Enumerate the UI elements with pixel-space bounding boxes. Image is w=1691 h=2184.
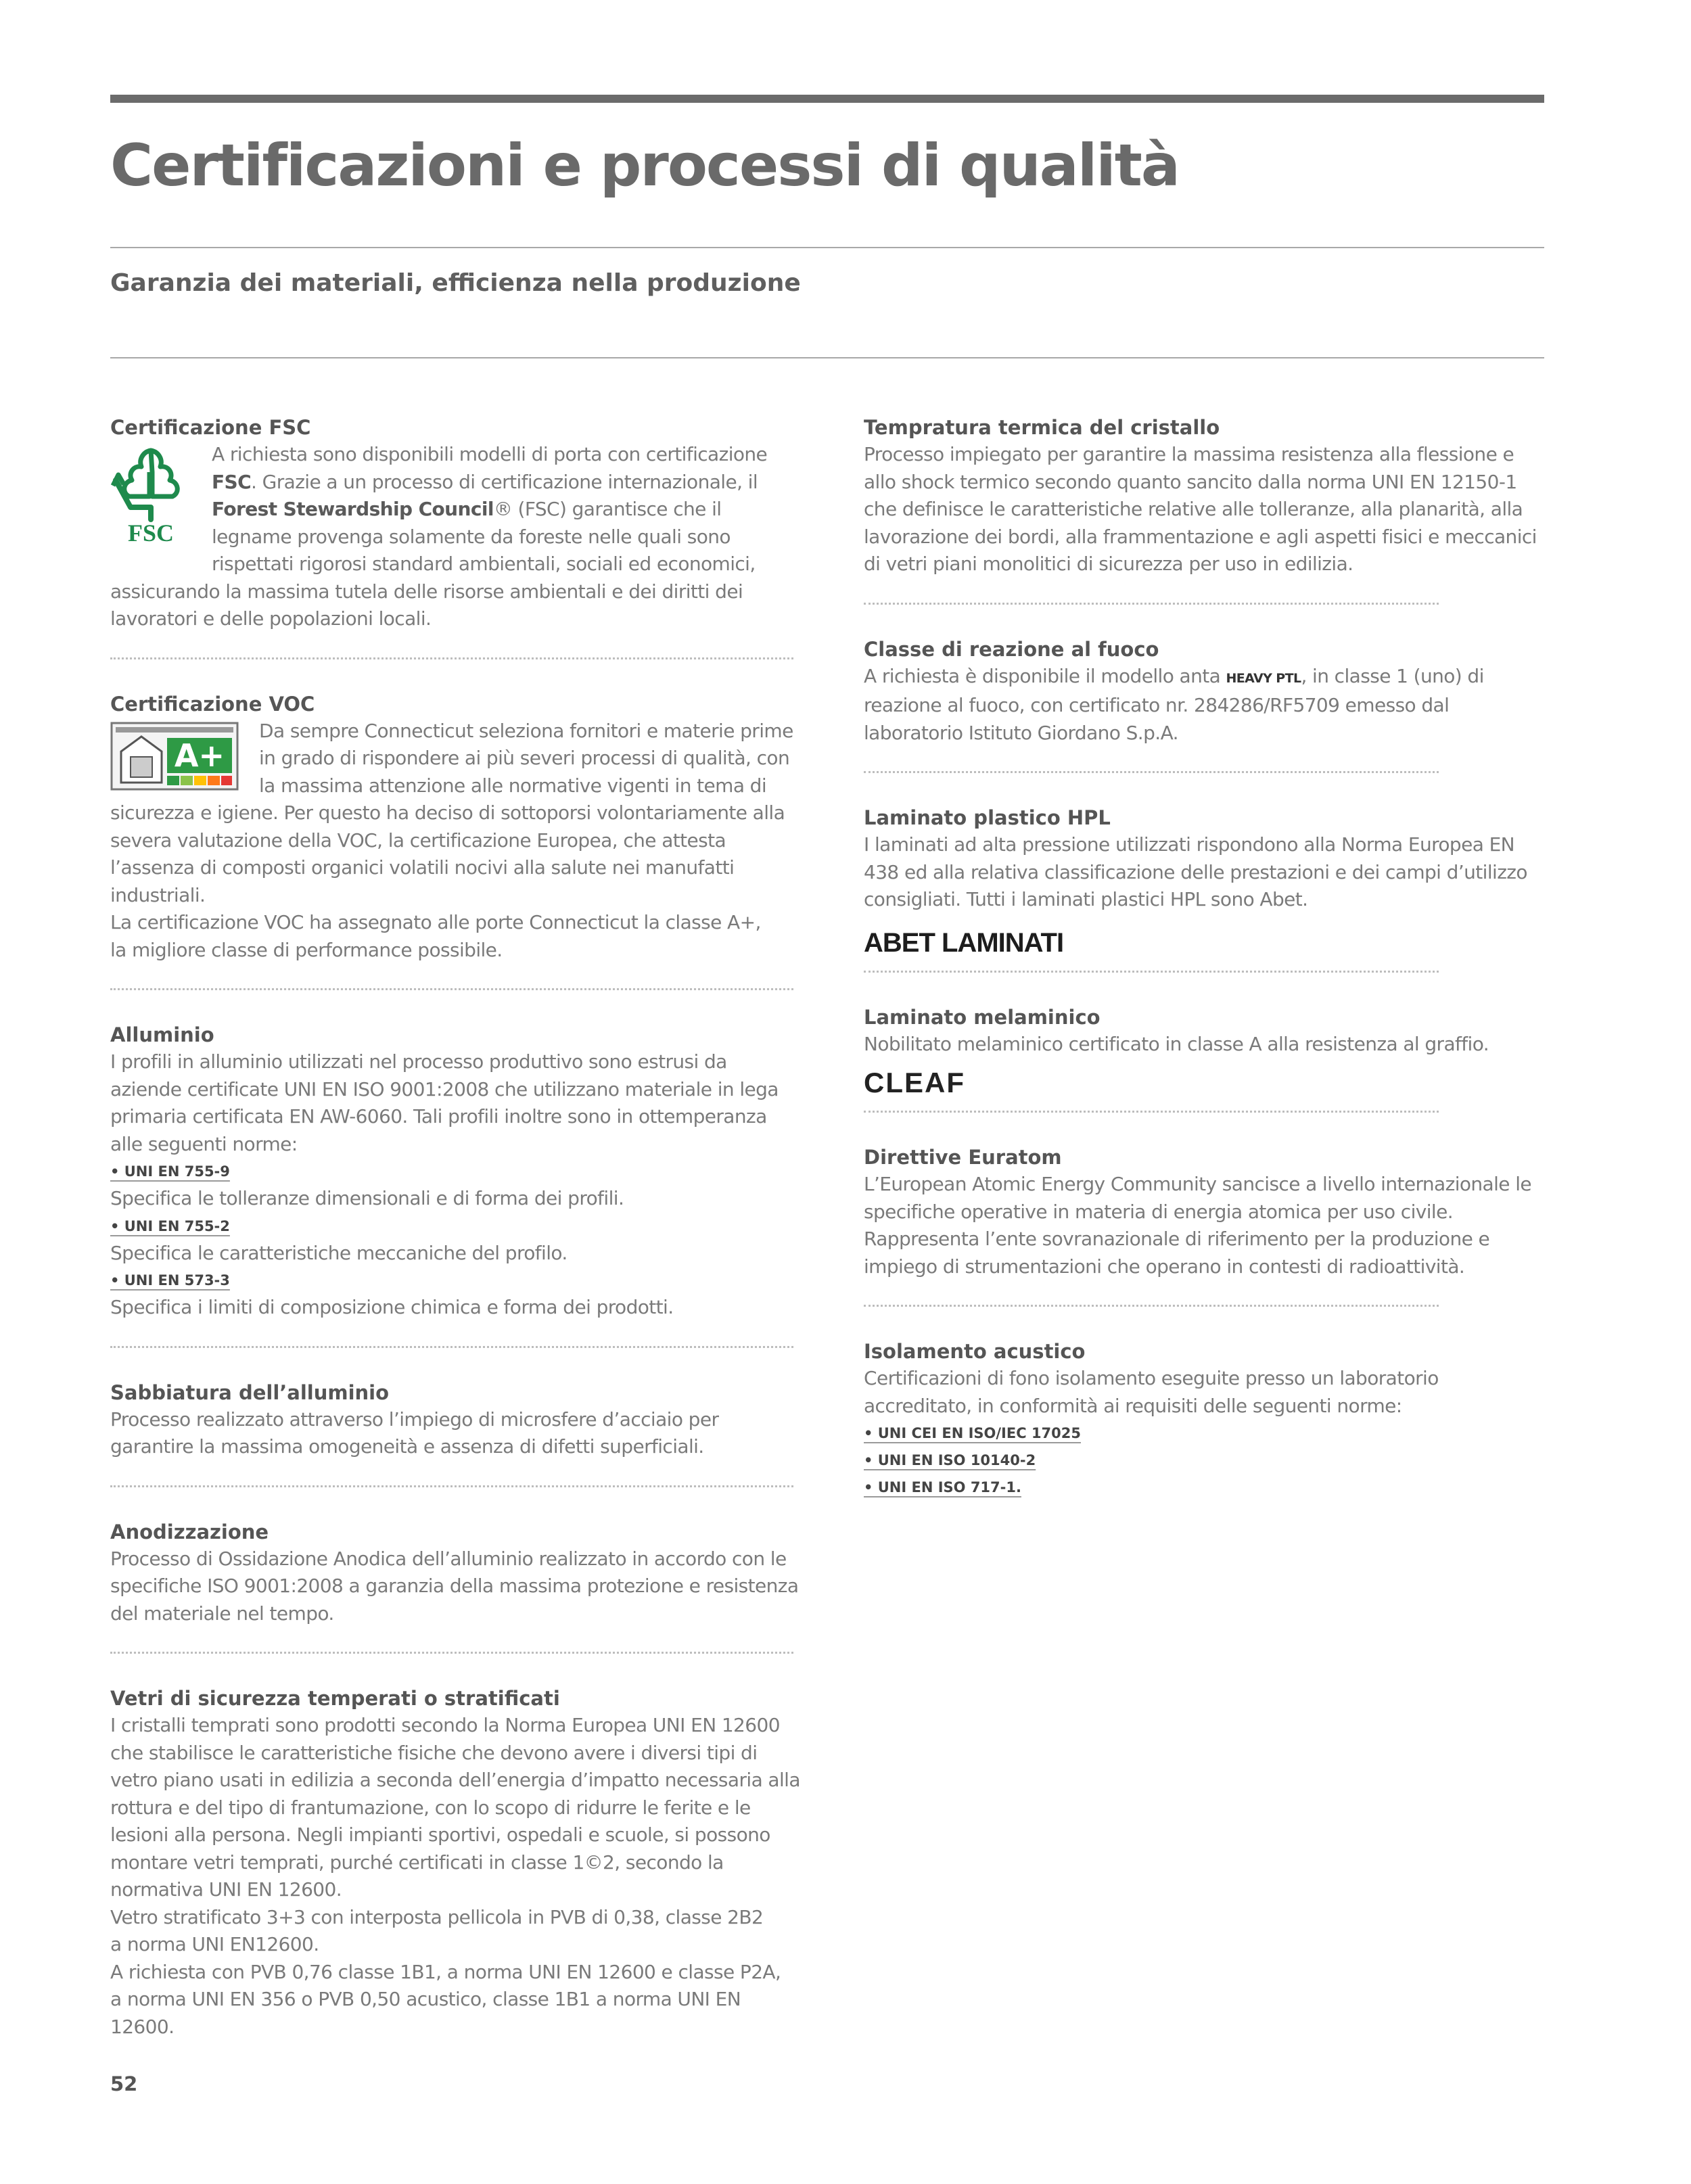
divider xyxy=(864,1111,1439,1113)
section-title: Sabbiatura dell’alluminio xyxy=(110,1380,390,1404)
vetri-text-2a: Vetro stratificato 3+3 con interposta pellicola in PVB di 0,38, classe 2B2 xyxy=(110,1905,764,1928)
section-title: Laminato plastico HPL xyxy=(864,806,1111,829)
divider xyxy=(864,603,1439,605)
page-title: Certificazioni e processi di qualità xyxy=(110,132,1179,200)
section-title: Laminato melaminico xyxy=(864,1005,1101,1029)
section-vetri xyxy=(110,1685,800,2041)
divider xyxy=(110,1346,793,1348)
divider xyxy=(864,971,1439,973)
divider xyxy=(110,988,793,990)
page-subtitle: Garanzia dei materiali, efficienza nella produzione xyxy=(110,269,801,297)
title-rule xyxy=(110,247,1544,248)
page-number: 52 xyxy=(110,2072,138,2095)
section-title: Certificazione VOC xyxy=(110,692,315,716)
norm-code: • UNI EN ISO 717-1. xyxy=(864,1479,1021,1495)
section-fsc xyxy=(110,414,800,633)
voc-grade: A+ xyxy=(174,737,225,774)
fsc-logo xyxy=(110,445,191,550)
section-acustico xyxy=(864,1338,1547,1501)
euratom-text: L’European Atomic Energy Community sancisce a livello internazionale le specifiche operative in materia di energia atomica per uso civile. Rappresenta l’ente sovranazionale di riferimento per la produzione e impiego di strumentazioni che operano in contesti di radioattività. xyxy=(864,1173,1532,1278)
norm-item xyxy=(110,1213,800,1268)
norm-desc: Specifica le tolleranze dimensionali e di forma dei profili. xyxy=(110,1187,624,1209)
vetri-text-3a: A richiesta con PVB 0,76 classe 1B1, a norma UNI EN 12600 e classe P2A, xyxy=(110,1960,781,1983)
norm-code: • UNI EN 755-9 xyxy=(110,1163,230,1180)
divider xyxy=(110,1485,793,1487)
norm-code: • UNI EN ISO 10140-2 xyxy=(864,1452,1036,1468)
divider xyxy=(864,1305,1439,1307)
anodizzazione-text: Processo di Ossidazione Anodica dell’alluminio realizzato in accordo con le specifiche ISO 9001:2008 a garanzia della massima protezione e resistenza del materiale nel tempo. xyxy=(110,1547,799,1625)
norm-desc: Specifica i limiti di composizione chimica e forma dei prodotti. xyxy=(110,1296,674,1318)
right-column xyxy=(864,414,1547,1501)
sabbiatura-text: Processo realizzato attraverso l’impiego di microsfere d’acciaio per garantire la massima omogeneità e assenza di difetti superficiali. xyxy=(110,1408,719,1458)
section-hpl xyxy=(864,804,1547,958)
divider xyxy=(110,1652,793,1654)
section-title: Certificazione FSC xyxy=(110,416,311,439)
voc-logo xyxy=(110,722,239,794)
top-bar xyxy=(110,95,1544,103)
abet-logo: ABET LAMINATI xyxy=(864,927,1064,958)
section-voc xyxy=(110,691,800,965)
divider xyxy=(864,771,1439,773)
section-title: Anodizzazione xyxy=(110,1520,269,1543)
section-title: Vetri di sicurezza temperati o stratificati xyxy=(110,1687,560,1710)
heavy-ptl-label: HEAVY PTL xyxy=(1226,670,1301,686)
norm-code: • UNI EN 573-3 xyxy=(110,1272,230,1288)
subtitle-rule xyxy=(110,357,1544,358)
left-column xyxy=(110,414,800,2041)
fsc-logo-text: FSC xyxy=(127,519,175,547)
section-melaminico xyxy=(864,1004,1547,1099)
section-title: Alluminio xyxy=(110,1023,214,1046)
section-tempratura xyxy=(864,414,1547,578)
fsc-text: A richiesta sono disponibili modelli di porta con certificazione FSC. Grazie a un processo di certificazione internazionale, il Forest Stewardship Council® (FSC) garantisce che il legname provenga solamente da foreste nelle quali sono rispettati rigorosi standard ambientali, sociali ed economici, assicurando la massima tutela delle risorse ambientali e dei diritti dei lavoratori e delle popolazioni locali. xyxy=(110,443,768,630)
norm-desc: Specifica le caratteristiche meccaniche del profilo. xyxy=(110,1241,567,1264)
section-title: Direttive Euratom xyxy=(864,1146,1062,1169)
cleaf-logo: CLEAF xyxy=(864,1067,965,1098)
norm-item xyxy=(110,1158,800,1213)
hpl-text: I laminati ad alta pressione utilizzati rispondono alla Norma Europea EN 438 ed alla relativa classificazione delle prestazioni e dei campi d’utilizzo consigliati. Tutti i laminati plastici HPL sono Abet. xyxy=(864,833,1527,910)
melaminico-text: Nobilitato melaminico certificato in classe A alla resistenza al graffio. xyxy=(864,1032,1489,1055)
section-euratom xyxy=(864,1144,1547,1280)
alluminio-text: I profili in alluminio utilizzati nel processo produttivo sono estrusi da aziende certificate UNI EN ISO 9001:2008 che utilizzano materiale in lega primaria certificata EN AW-6060. Tali profili inoltre sono in ottemperanza alle seguenti norme: xyxy=(110,1050,779,1155)
tempratura-text: Processo impiegato per garantire la massima resistenza alla flessione e allo shock termico secondo quanto sancito dalla norma UNI EN 12150-1 che definisce le caratteristiche relative alle tolleranze, alla planarità, alla lavorazione dei bordi, alla frammentazione e agli aspetti fisici e meccanici di vetri piani monolitici di sicurezza per uso in edilizia. xyxy=(864,443,1537,575)
section-fuoco xyxy=(864,636,1547,747)
vetri-text-1: I cristalli temprati sono prodotti secondo la Norma Europea UNI EN 12600 che stabilisce le caratteristiche fisiche che devono avere i diversi tipi di vetro piano usati in edilizia a seconda dell’energia d’impatto necessaria alla rottura e del tipo di frantumazione, con lo scopo di ridurre le ferite e le lesioni alla persona. Negli impianti sportivi, ospedali e scuole, si possono montare vetri temprati, purché certificati in classe 1©2, secondo la normativa UNI EN 12600. xyxy=(110,1714,800,1901)
vetri-text-2b: a norma UNI EN12600. xyxy=(110,1933,319,1955)
fuoco-text: A richiesta è disponibile il modello anta HEAVY PTL, in classe 1 (uno) di reazione al fuoco, con certificato nr. 284286/RF5709 emesso dal laboratorio Istituto Giordano S.p.A. xyxy=(864,664,1484,744)
section-sabbiatura xyxy=(110,1379,800,1461)
section-alluminio xyxy=(110,1021,800,1322)
acustico-text: Certificazioni di fono isolamento eseguite presso un laboratorio accreditato, in conformità ai requisiti delle seguenti norme: xyxy=(864,1367,1439,1417)
norm-item xyxy=(110,1267,800,1322)
voc-text: Da sempre Connecticut seleziona fornitori e materie prime in grado di rispondere ai più severi processi di qualità, con la massima attenzione alle normative vigenti in tema di sicurezza e igiene. Per questo ha deciso di sottoporsi volontariamente alla severa valutazione della VOC, la certificazione Europea, che attesta l’assenza di composti organici volatili nocivi alla salute nei manufatti industriali. xyxy=(110,719,793,906)
divider xyxy=(110,657,793,659)
voc-text-2a: La certificazione VOC ha assegnato alle porte Connecticut la classe A+, xyxy=(110,911,761,933)
norm-code: • UNI CEI EN ISO/IEC 17025 xyxy=(864,1425,1081,1441)
section-anodizzazione xyxy=(110,1518,800,1628)
voc-text-2b: la migliore classe di performance possibile. xyxy=(110,938,503,961)
norm-code: • UNI EN 755-2 xyxy=(110,1217,230,1234)
section-title: Isolamento acustico xyxy=(864,1340,1086,1363)
section-title: Classe di reazione al fuoco xyxy=(864,637,1159,661)
section-title: Tempratura termica del cristallo xyxy=(864,416,1220,439)
vetri-text-3b: a norma UNI EN 356 o PVB 0,50 acustico, classe 1B1 a norma UNI EN 12600. xyxy=(110,1988,741,2038)
